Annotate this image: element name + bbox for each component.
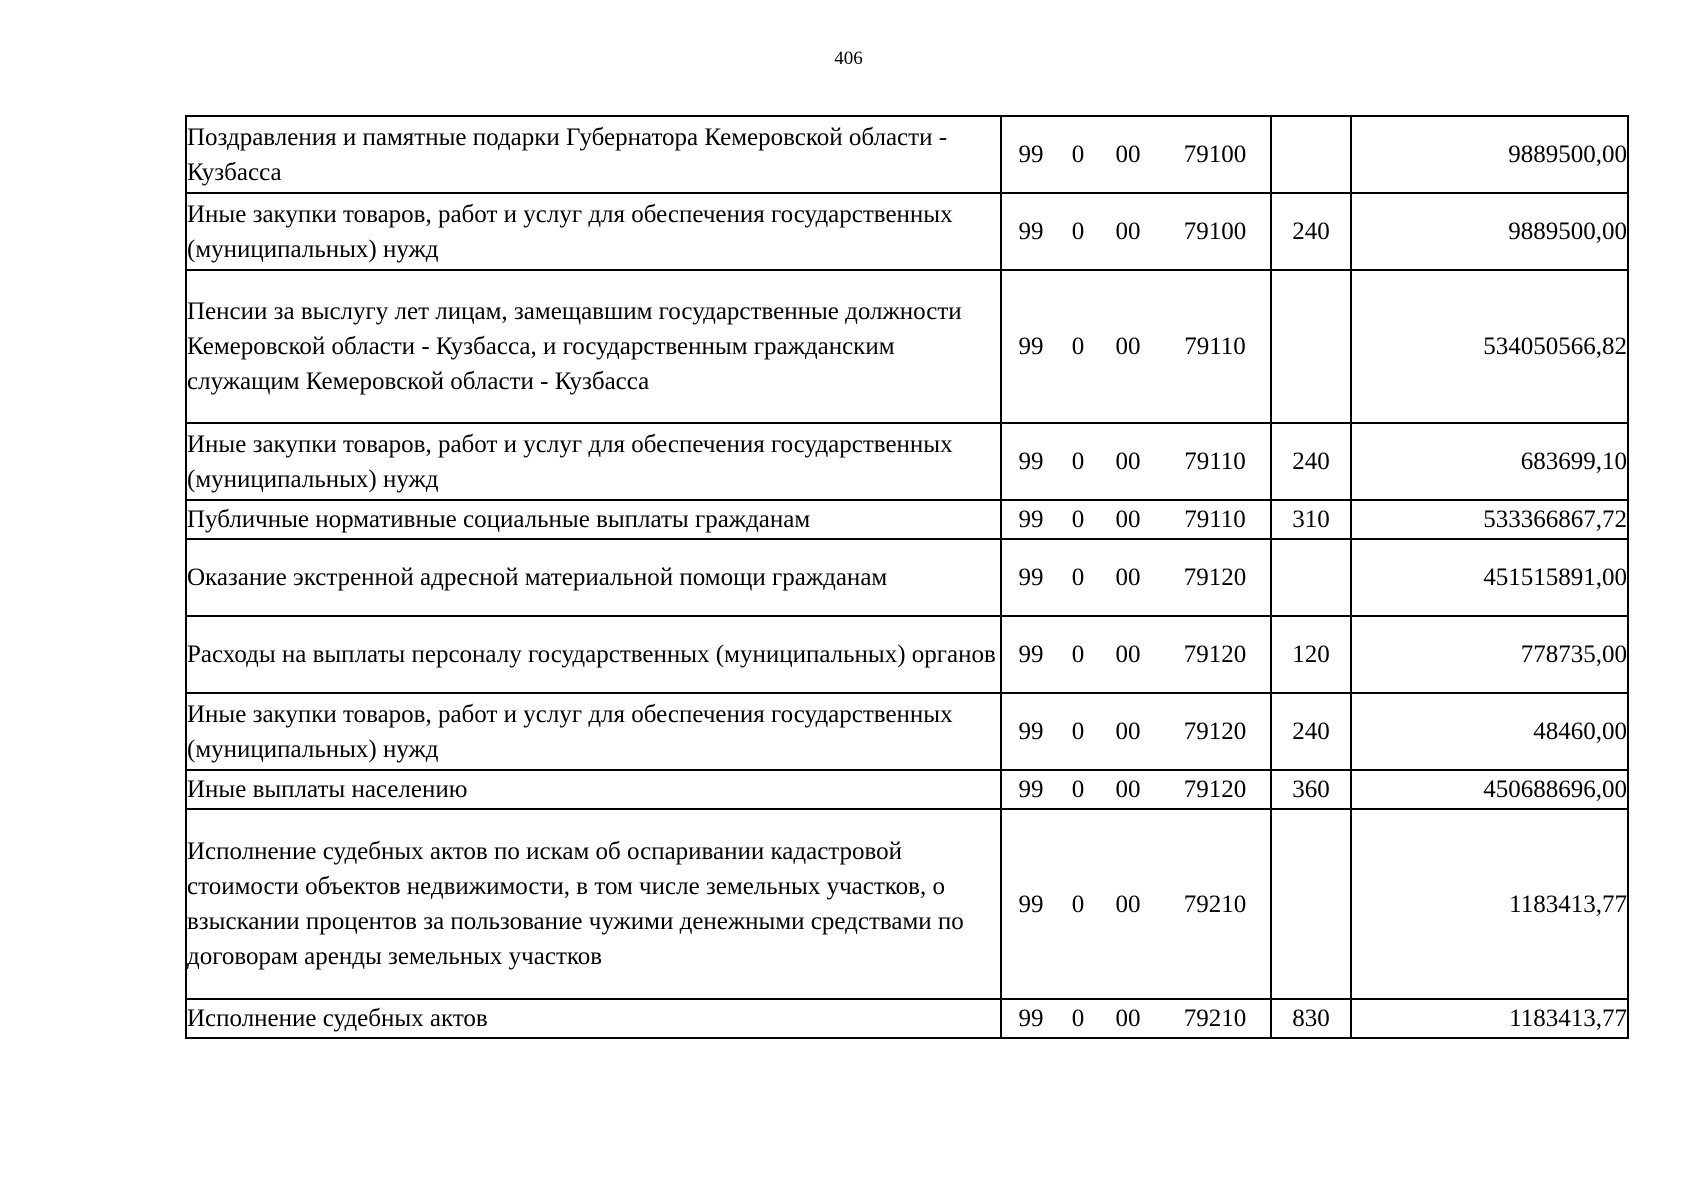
row-name: Иные закупки товаров, работ и услуг для обеспечения государственных (муниципальных) нужд [186,193,1001,270]
row-subprogram: 0 [1071,218,1085,245]
row-direction-code: 79100 [1183,141,1247,168]
row-name: Оказание экстренной адресной материальной помощи гражданам [186,539,1001,616]
budget-table [185,115,1629,1039]
row-expense-type [1271,270,1351,423]
row-code [1001,500,1271,539]
row-code [1001,999,1271,1038]
row-name: Расходы на выплаты персоналу государственных (муниципальных) органов [186,616,1001,693]
row-direction-code: 79120 [1183,564,1247,591]
row-direction: 00 [1115,718,1141,745]
row-subprogram: 0 [1071,718,1085,745]
row-expense-type [1271,539,1351,616]
row-direction: 00 [1115,448,1141,475]
row-program: 99 [1018,333,1044,360]
row-amount: 533366867,72 [1351,500,1628,539]
row-direction: 00 [1115,141,1141,168]
row-program: 99 [1018,218,1044,245]
row-amount: 1183413,77 [1351,809,1628,999]
row-code [1001,809,1271,999]
row-name: Иные закупки товаров, работ и услуг для обеспечения государственных (муниципальных) нужд [186,693,1001,770]
row-subprogram: 0 [1071,506,1085,533]
row-program: 99 [1018,506,1044,533]
row-expense-type: 120 [1271,616,1351,693]
table-row [186,423,1628,500]
row-name: Иные выплаты населению [186,770,1001,809]
row-expense-type: 830 [1271,999,1351,1038]
row-subprogram: 0 [1071,1005,1085,1032]
row-direction: 00 [1115,776,1141,803]
table-row [186,693,1628,770]
row-amount: 9889500,00 [1351,193,1628,270]
row-subprogram: 0 [1071,776,1085,803]
row-direction-code: 79120 [1183,718,1247,745]
row-code [1001,423,1271,500]
row-direction: 00 [1115,890,1141,918]
row-name: Исполнение судебных актов по искам об оспаривании кадастровой стоимости объектов недвижимости, в том числе земельных участков, о взыскании процентов за пользование чужими денежными средствами по договорам аренды земельных участков [186,809,1001,999]
row-code [1001,193,1271,270]
row-direction-code: 79210 [1183,1005,1247,1032]
row-program: 99 [1018,448,1044,475]
row-name: Поздравления и памятные подарки Губернатора Кемеровской области - Кузбасса [186,116,1001,193]
row-expense-type: 360 [1271,770,1351,809]
table-row [186,116,1628,193]
table-row [186,616,1628,693]
page-number: 406 [834,48,863,69]
row-direction: 00 [1115,506,1141,533]
table-row [186,770,1628,809]
row-name: Пенсии за выслугу лет лицам, замещавшим государственные должности Кемеровской области - Кузбасса, и государственным гражданским служащим Кемеровской области - Кузбасса [186,270,1001,423]
table-row [186,539,1628,616]
row-name: Исполнение судебных актов [186,999,1001,1038]
row-expense-type: 240 [1271,693,1351,770]
table-row [186,500,1628,539]
row-subprogram: 0 [1071,641,1085,668]
row-amount: 9889500,00 [1351,116,1628,193]
row-program: 99 [1018,718,1044,745]
row-code [1001,693,1271,770]
row-program: 99 [1018,564,1044,591]
row-amount: 450688696,00 [1351,770,1628,809]
row-direction-code: 79210 [1183,890,1247,918]
row-program: 99 [1018,141,1044,168]
row-subprogram: 0 [1071,333,1085,360]
row-program: 99 [1018,890,1044,918]
row-expense-type: 240 [1271,423,1351,500]
table-row [186,270,1628,423]
row-direction-code: 79120 [1183,776,1247,803]
row-direction-code: 79110 [1184,333,1246,360]
row-direction-code: 79110 [1184,448,1246,475]
row-direction-code: 79120 [1183,641,1247,668]
table-row [186,809,1628,999]
row-program: 99 [1018,1005,1044,1032]
row-direction: 00 [1115,564,1141,591]
row-amount: 683699,10 [1351,423,1628,500]
row-subprogram: 0 [1071,564,1085,591]
row-amount: 48460,00 [1351,693,1628,770]
row-subprogram: 0 [1071,890,1085,918]
row-name: Иные закупки товаров, работ и услуг для обеспечения государственных (муниципальных) нужд [186,423,1001,500]
row-expense-type: 240 [1271,193,1351,270]
row-program: 99 [1018,641,1044,668]
row-direction: 00 [1115,1005,1141,1032]
row-direction-code: 79100 [1183,218,1247,245]
row-direction: 00 [1115,641,1141,668]
row-direction-code: 79110 [1184,506,1246,533]
row-amount: 451515891,00 [1351,539,1628,616]
row-amount: 1183413,77 [1351,999,1628,1038]
row-program: 99 [1018,776,1044,803]
row-amount: 778735,00 [1351,616,1628,693]
row-name: Публичные нормативные социальные выплаты гражданам [186,500,1001,539]
table-row [186,999,1628,1038]
row-subprogram: 0 [1071,448,1085,475]
row-direction: 00 [1115,218,1141,245]
row-code [1001,770,1271,809]
row-expense-type [1271,116,1351,193]
row-code [1001,270,1271,423]
row-subprogram: 0 [1071,141,1085,168]
row-expense-type [1271,809,1351,999]
table-row [186,193,1628,270]
row-code [1001,116,1271,193]
row-expense-type: 310 [1271,500,1351,539]
row-amount: 534050566,82 [1351,270,1628,423]
row-code [1001,616,1271,693]
row-direction: 00 [1115,333,1141,360]
row-code [1001,539,1271,616]
